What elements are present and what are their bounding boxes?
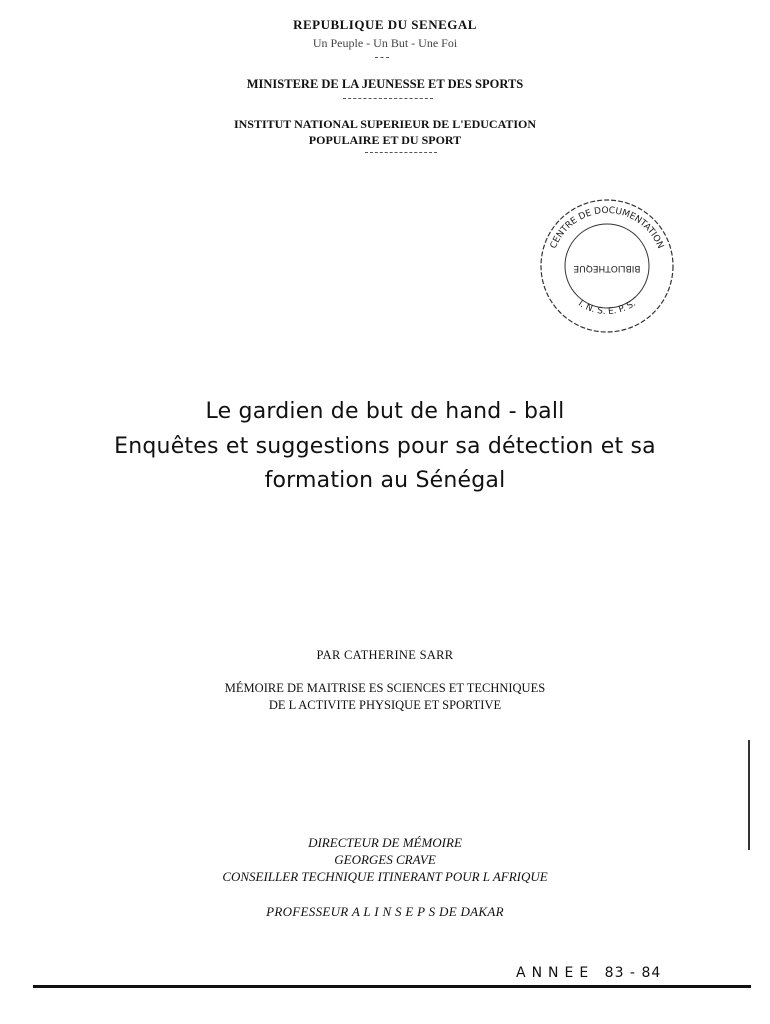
- stamp-center-text: BIBLIOTHEQUE: [573, 263, 641, 273]
- author-line: PAR CATHERINE SARR: [316, 648, 454, 662]
- stamp-top-text: CENTRE DE DOCUMENTATION: [548, 205, 666, 251]
- year-label: ANNEE: [516, 965, 595, 981]
- svg-text:CENTRE DE DOCUMENTATION: [549, 206, 665, 250]
- title-line-1: Le gardien de but de hand - ball: [205, 399, 565, 424]
- degree-line-2: DE L ACTIVITE PHYSIQUE ET SPORTIVE: [268, 698, 502, 712]
- divider: [365, 152, 437, 153]
- title-line-3: formation au Sénégal: [264, 468, 506, 493]
- academic-year: [516, 965, 661, 981]
- year-value: 83 - 84: [604, 965, 662, 981]
- institute-heading-line2: POPULAIRE ET DU SPORT: [308, 133, 462, 147]
- national-motto: Un Peuple - Un But - Une Foi: [312, 36, 458, 50]
- margin-rule: [748, 740, 750, 850]
- svg-text:I. N. S. E. P. S.: [576, 299, 638, 317]
- professor-line: PROFESSEUR A L I N S E P S DE DAKAR: [266, 904, 504, 919]
- title-line-2: Enquêtes et suggestions pour sa détection et sa: [114, 434, 656, 459]
- degree-line-1: MÉMOIRE DE MAITRISE ES SCIENCES ET TECHNIQUES: [224, 681, 546, 695]
- bottom-rule: [33, 985, 751, 988]
- ministry-heading: MINISTERE DE LA JEUNESSE ET DES SPORTS: [246, 77, 524, 91]
- director-name: GEORGES CRAVE: [334, 852, 436, 867]
- divider: [343, 98, 433, 99]
- stamp-bottom-text: I. N. S. E. P. S.: [576, 298, 638, 318]
- director-heading: DIRECTEUR DE MÉMOIRE: [308, 835, 462, 850]
- divider: [375, 57, 389, 58]
- director-title: CONSEILLER TECHNIQUE ITINERANT POUR L AFRIQUE: [222, 869, 548, 884]
- republic-heading: REPUBLIQUE DU SENEGAL: [293, 17, 477, 32]
- institute-heading-line1: INSTITUT NATIONAL SUPERIEUR DE L'EDUCATION: [233, 117, 537, 131]
- library-stamp: [537, 196, 677, 336]
